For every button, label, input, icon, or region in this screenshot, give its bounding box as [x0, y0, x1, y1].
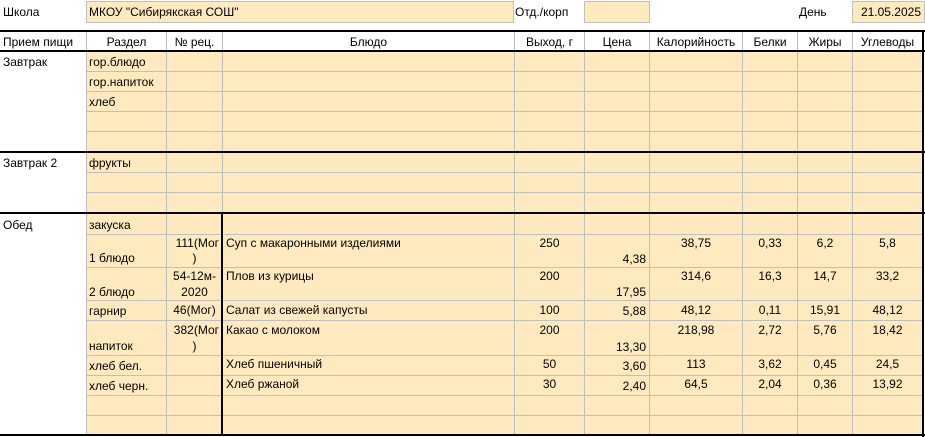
section-cell[interactable]: хлеб черн. [89, 379, 149, 393]
recipe-cell[interactable]: 54-12м- [173, 269, 216, 283]
border-right [922, 30, 924, 437]
fat-cell[interactable]: 5,76 [813, 323, 837, 337]
grid-h [86, 111, 923, 112]
recipe-cell-wrap: ) [192, 339, 197, 353]
col-section: Раздел [106, 35, 147, 49]
dish-cell[interactable]: Хлеб ржаной [226, 377, 300, 391]
dish-cell[interactable]: Салат из свежей капусты [226, 303, 368, 317]
carbs-cell[interactable]: 24,5 [875, 357, 900, 371]
price-cell[interactable]: 5,88 [622, 304, 646, 318]
day-label: День [799, 5, 827, 19]
kcal-cell[interactable]: 113 [686, 357, 706, 371]
grid-h [86, 91, 923, 92]
col-price: Цена [602, 35, 632, 49]
yield-cell[interactable]: 30 [542, 377, 557, 391]
fat-cell[interactable]: 0,45 [813, 357, 837, 371]
grid-h [86, 267, 923, 268]
protein-cell[interactable]: 2,72 [758, 323, 782, 337]
date-cell[interactable] [852, 1, 925, 23]
border-breakfast2 [0, 212, 925, 214]
dept-cell[interactable] [584, 1, 650, 23]
col-carbs: Углеводы [860, 35, 915, 49]
protein-cell[interactable]: 16,3 [758, 269, 782, 283]
border-bottom [0, 434, 925, 436]
dish-cell[interactable]: Плов из курицы [226, 269, 314, 283]
yield-cell[interactable]: 100 [539, 303, 560, 317]
border-breakfast [0, 151, 925, 153]
yield-cell[interactable]: 250 [539, 236, 560, 250]
dish-cell[interactable]: Суп с макаронными изделиями [226, 236, 401, 250]
fat-cell[interactable]: 14,7 [813, 269, 837, 283]
school-label: Школа [3, 5, 40, 19]
price-cell[interactable]: 13,30 [615, 340, 646, 354]
recipe-cell-wrap: ) [192, 251, 197, 265]
meal-breakfast2: Завтрак 2 [3, 156, 58, 170]
school-name-cell[interactable] [86, 1, 514, 23]
yield-cell[interactable]: 50 [542, 357, 557, 371]
kcal-cell[interactable]: 64,5 [684, 377, 708, 391]
section-cell[interactable]: гор.напиток [89, 75, 154, 89]
grid-h [86, 300, 923, 301]
grid-h [86, 192, 923, 193]
section-cell[interactable]: гор.блюдо [89, 55, 146, 69]
carbs-cell[interactable]: 13,92 [872, 377, 903, 391]
protein-cell[interactable]: 3,62 [758, 357, 782, 371]
section-cell[interactable]: 1 блюдо [89, 251, 135, 265]
carbs-cell[interactable]: 18,42 [872, 323, 903, 337]
section-cell[interactable]: напиток [89, 339, 133, 353]
school-name: МКОУ "Сибирякская СОШ" [89, 5, 239, 19]
date-value: 21.05.2025 [860, 5, 921, 19]
price-cell[interactable]: 17,95 [615, 285, 646, 299]
yield-cell[interactable]: 200 [539, 323, 560, 337]
section-cell[interactable]: хлеб бел. [89, 359, 143, 373]
kcal-cell[interactable]: 38,75 [680, 236, 712, 250]
col-yield: Выход, г [526, 35, 573, 49]
price-cell[interactable]: 3,60 [622, 359, 646, 373]
section-cell[interactable]: гарнир [89, 304, 127, 318]
border-top [0, 30, 925, 32]
grid-h [86, 395, 923, 396]
carbs-cell[interactable]: 48,12 [872, 303, 903, 317]
recipe-cell[interactable]: 111(Мог [175, 236, 219, 250]
carbs-cell[interactable]: 5,8 [879, 236, 896, 250]
recipe-cell[interactable]: 382(Мог [173, 323, 219, 337]
col-kcal: Калорийность [656, 35, 736, 49]
col-recipe: № рец. [174, 35, 215, 49]
dept-label: Отд./корп [515, 5, 569, 19]
kcal-cell[interactable]: 218,98 [677, 323, 715, 337]
col-meal: Прием пищи [3, 35, 74, 49]
carbs-cell[interactable]: 33,2 [875, 269, 900, 283]
grid-h [86, 131, 923, 132]
protein-cell[interactable]: 0,33 [758, 236, 782, 250]
price-cell[interactable]: 4,38 [622, 252, 646, 266]
grid-h [86, 355, 923, 356]
section-cell[interactable]: 2 блюдо [89, 285, 135, 299]
fat-cell[interactable]: 6,2 [816, 236, 834, 250]
kcal-cell[interactable]: 48,12 [680, 303, 712, 317]
grid-h [86, 375, 923, 376]
col-dish: Блюдо [349, 35, 388, 49]
grid-h [86, 71, 923, 72]
recipe-cell[interactable]: 46(Мог) [173, 303, 216, 317]
price-cell[interactable]: 2,40 [622, 379, 646, 393]
meal-lunch: Обед [3, 218, 33, 232]
section-cell[interactable]: хлеб [89, 95, 116, 109]
meal-breakfast: Завтрак [3, 55, 48, 69]
section-cell[interactable]: закуска [89, 218, 131, 232]
section-cell[interactable]: фрукты [89, 156, 131, 170]
grid-h [86, 415, 923, 416]
border-header-bottom [0, 50, 925, 52]
grid-h [86, 234, 923, 235]
grid-h [86, 172, 923, 173]
recipe-cell-wrap: 2020 [181, 285, 208, 299]
fat-cell[interactable]: 0,36 [813, 377, 837, 391]
fat-cell[interactable]: 15,91 [809, 303, 841, 317]
border-lunch-dish [221, 213, 223, 435]
dish-cell[interactable]: Хлеб пшеничный [226, 357, 323, 371]
grid-h [86, 320, 923, 321]
kcal-cell[interactable]: 314,6 [680, 269, 712, 283]
protein-cell[interactable]: 0,11 [758, 303, 782, 317]
protein-cell[interactable]: 2,04 [758, 377, 782, 391]
yield-cell[interactable]: 200 [539, 269, 560, 283]
col-protein: Белки [753, 35, 787, 49]
col-fat: Жиры [808, 35, 842, 49]
dish-cell[interactable]: Какао с молоком [226, 323, 320, 337]
